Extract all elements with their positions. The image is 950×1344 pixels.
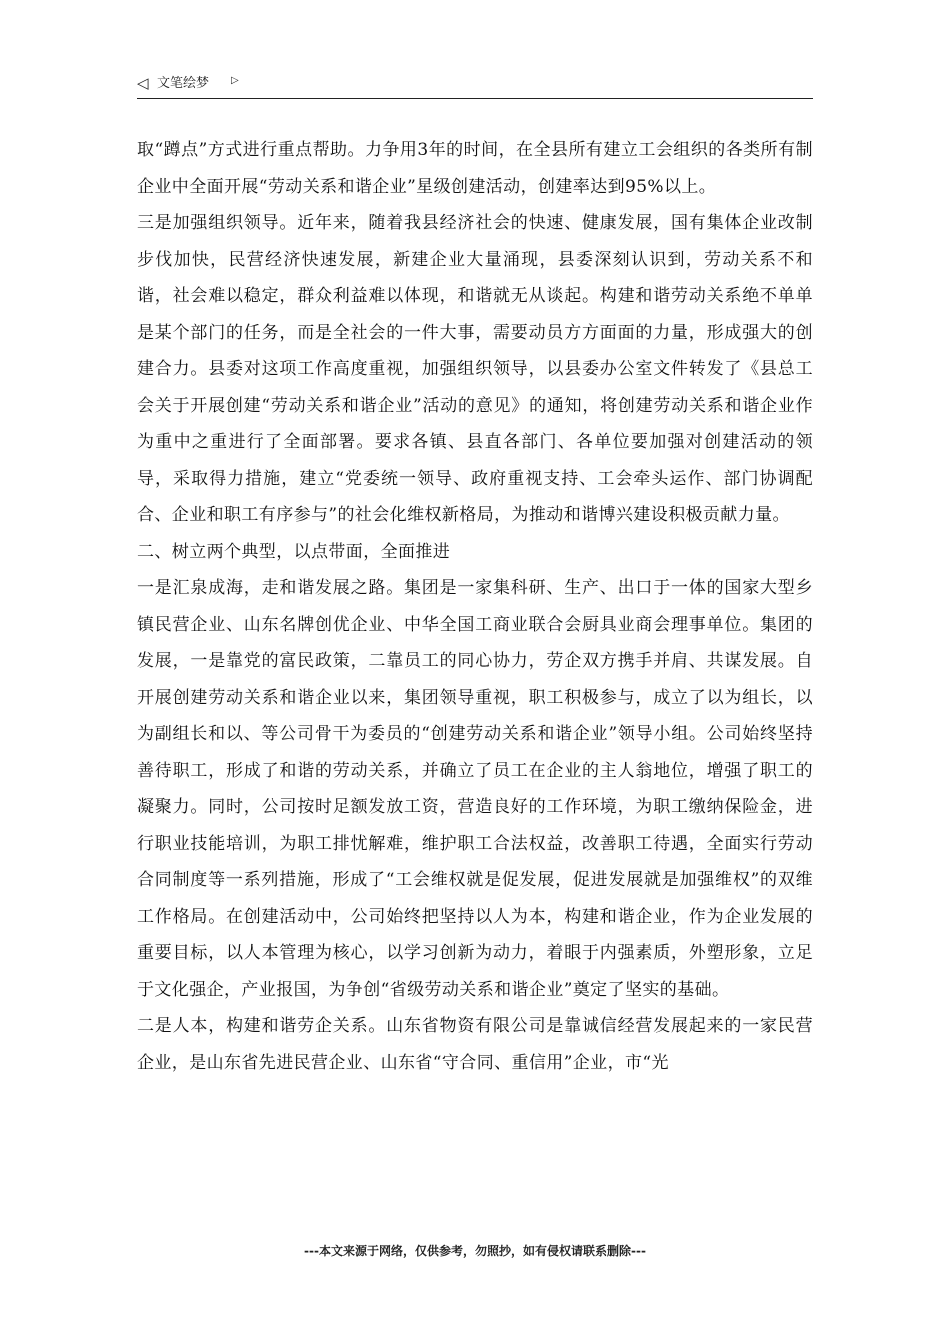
header-title: 文笔绘梦	[157, 76, 210, 91]
section-heading: 二、树立两个典型，以点带面，全面推进	[137, 541, 451, 562]
footer-disclaimer: ---本文来源于网络，仅供参考，勿照抄，如有侵权请联系删除---	[304, 1244, 646, 1258]
paragraph-organization-leadership: 三是加强组织领导。近年来，随着我县经济社会的快速、健康发展，国有集体企业改制步伐加快，民营经济快速发展，新建企业大量涌现，县委深刻认识到，劳动关系不和谐，社会难以稳定，群众利益难以体现，和谐就无从谈起。构建和谐劳动关系绝不单单是某个部门的任务，而是全社会的一件大事，需要动员方方面面的力量，形成强大的创建合力。县委对这项工作高度重视，加强组织领导，以县委办公室文件转发了《县总工会关于开展创建“劳动关系和谐企业”活动的意见》的通知，将创建劳动关系和谐企业作为重中之重进行了全面部署。要求各镇、县直各部门、各单位要加强对创建活动的领导，采取得力措施，建立“党委统一领导、政府重视支持、工会牵头运作、部门协调配合、企业和职工有序参与”的社会化维权新格局，为推动和谐博兴建设积极贡献力量。	[137, 213, 813, 525]
right-triangle-icon: ▷	[231, 75, 239, 86]
paragraph-example-one: 一是汇泉成海，走和谐发展之路。集团是一家集科研、生产、出口于一体的国家大型乡镇民营企业、山东名牌创优企业、中华全国工商业联合会厨具业商会理事单位。集团的发展，一是靠党的富民政策，二靠员工的同心协力，劳企双方携手并肩、共谋发展。自开展创建劳动关系和谐企业以来，集团领导重视，职工积极参与，成立了以为组长，以为副组长和以、等公司骨干为委员的“创建劳动关系和谐企业”领导小组。公司始终坚持善待职工，形成了和谐的劳动关系，并确立了员工在企业的主人翁地位，增强了职工的凝聚力。同时，公司按时足额发放工资，营造良好的工作环境，为职工缴纳保险金，进行职业技能培训，为职工排忧解难，维护职工合法权益，改善职工待遇，全面实行劳动合同制度等一系列措施，形成了“工会维权就是促发展，促进发展就是加强维权”的双维工作格局。在创建活动中，公司始终把坚持以人为本，构建和谐企业，作为企业发展的重要目标，以人本管理为核心，以学习创新为动力，着眼于内强素质，外塑形象，立足于文化强企，产业报国，为争创“省级劳动关系和谐企业”奠定了坚实的基础。	[137, 578, 813, 1000]
page-header	[137, 72, 813, 99]
paragraph-example-two: 二是人本，构建和谐劳企关系。山东省物资有限公司是靠诚信经营发展起来的一家民营企业，是山东省先进民营企业、山东省“守合同、重信用”企业，市“光	[137, 1016, 813, 1073]
paragraph-continuation: 取“蹲点”方式进行重点帮助。力争用3年的时间，在全县所有建立工会组织的各类所有制企业中全面开展“劳动关系和谐企业”星级创建活动，创建率达到95%以上。	[137, 140, 813, 197]
document-body	[137, 132, 813, 1081]
left-triangle-icon: ◁	[137, 74, 149, 92]
